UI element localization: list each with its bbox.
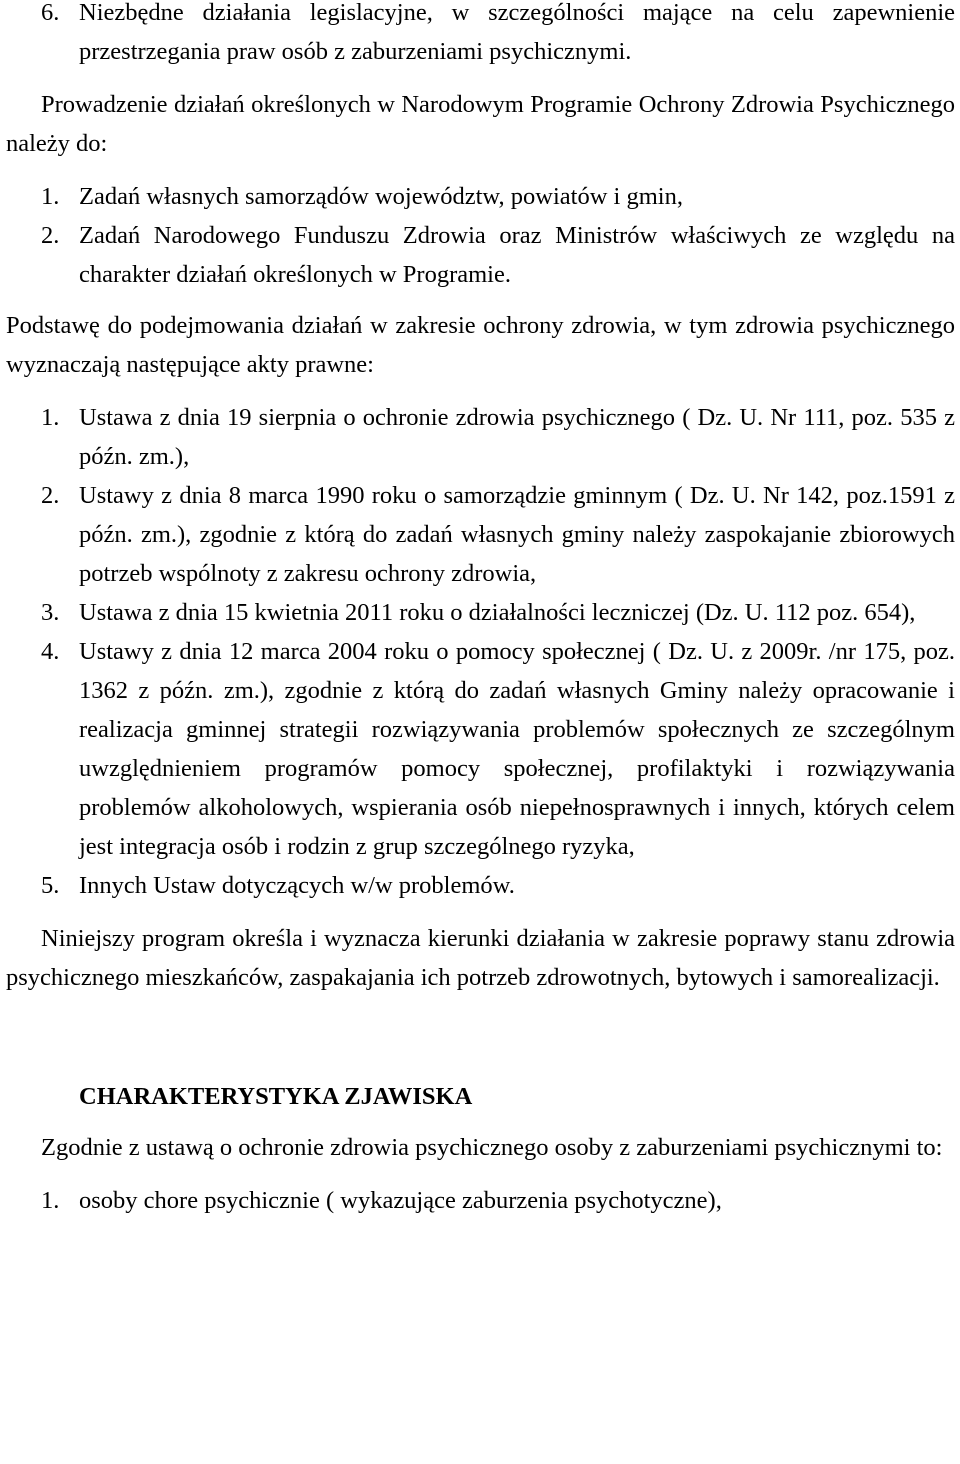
paragraph-program: Niniejszy program określa i wyznacza kierunki działania w zakresie poprawy stanu zdrowia psychicznego mieszkańców, zaspakajania ich potrzeb zdrowotnych, bytowych i samorealizacji. [6, 925, 955, 991]
list-item [6, 476, 955, 593]
list-text: Innych Ustaw dotyczących w/w problemów. [79, 872, 515, 899]
list-text: Ustawy z dnia 12 marca 2004 roku o pomocy społecznej ( Dz. U. z 2009r. /nr 175, poz. 1362 z późn. zm.), zgodnie z którą do zadań własnych Gminy należy opracowanie i realizacja gminnej strategii rozwiązywania problemów społecznych ze szczególnym uwzględnieniem programów pomocy społecznej, profilaktyki i rozwiązywania problemów alkoholowych, wspierania osób niepełnosprawnych i innych, których celem jest integracja osób i rodzin z grup szczególnego ryzyka, [79, 638, 955, 860]
list-item [6, 1181, 955, 1220]
list-number: 3. [41, 599, 60, 626]
list-item [6, 593, 955, 632]
list-item [6, 177, 955, 216]
list-number: 5. [41, 872, 60, 899]
paragraph-realization: Prowadzenie działań określonych w Narodowym Programie Ochrony Zdrowia Psychicznego należy do: [6, 91, 955, 157]
list-number: 1. [41, 183, 60, 210]
section-heading: CHARAKTERYSTYKA ZJAWISKA [79, 1083, 473, 1110]
list-text: Zadań własnych samorządów województw, powiatów i gmin, [79, 183, 683, 210]
list-text: Ustawy z dnia 8 marca 1990 roku o samorządzie gminnym ( Dz. U. Nr 142, poz.1591 z późn. zm.), zgodnie z którą do zadań własnych gminy należy zaspokajanie zbiorowych potrzeb wspólnoty z zakresu ochrony zdrowia, [79, 482, 955, 587]
list-text: Niezbędne działania legislacyjne, w szczególności mające na celu zapewnienie przestrzegania praw osób z zaburzeniami psychicznymi. [79, 0, 955, 65]
list-number: 2. [41, 482, 60, 509]
list-item [6, 632, 955, 866]
list-item [6, 866, 955, 905]
list-number: 1. [41, 404, 60, 431]
paragraph-definition: Zgodnie z ustawą o ochronie zdrowia psychicznego osoby z zaburzeniami psychicznymi to: [41, 1134, 943, 1161]
list-number: 1. [41, 1187, 60, 1214]
list-text: Zadań Narodowego Funduszu Zdrowia oraz Ministrów właściwych ze względu na charakter działań określonych w Programie. [79, 222, 955, 288]
list-number: 6. [41, 0, 60, 26]
list-number: 4. [41, 638, 60, 665]
list-item [6, 0, 955, 71]
paragraph-legal-basis: Podstawę do podejmowania działań w zakresie ochrony zdrowia, w tym zdrowia psychicznego wyznaczają następujące akty prawne: [6, 312, 955, 378]
list-text: Ustawa z dnia 19 sierpnia o ochronie zdrowia psychicznego ( Dz. U. Nr 111, poz. 535 z późn. zm.), [79, 404, 955, 470]
list-item [6, 398, 955, 476]
list-item [6, 216, 955, 294]
list-text: Ustawa z dnia 15 kwietnia 2011 roku o działalności leczniczej (Dz. U. 112 poz. 654), [79, 599, 916, 626]
list-text: osoby chore psychicznie ( wykazujące zaburzenia psychotyczne), [79, 1187, 722, 1214]
list-number: 2. [41, 222, 60, 249]
document-page [6, 0, 955, 1220]
